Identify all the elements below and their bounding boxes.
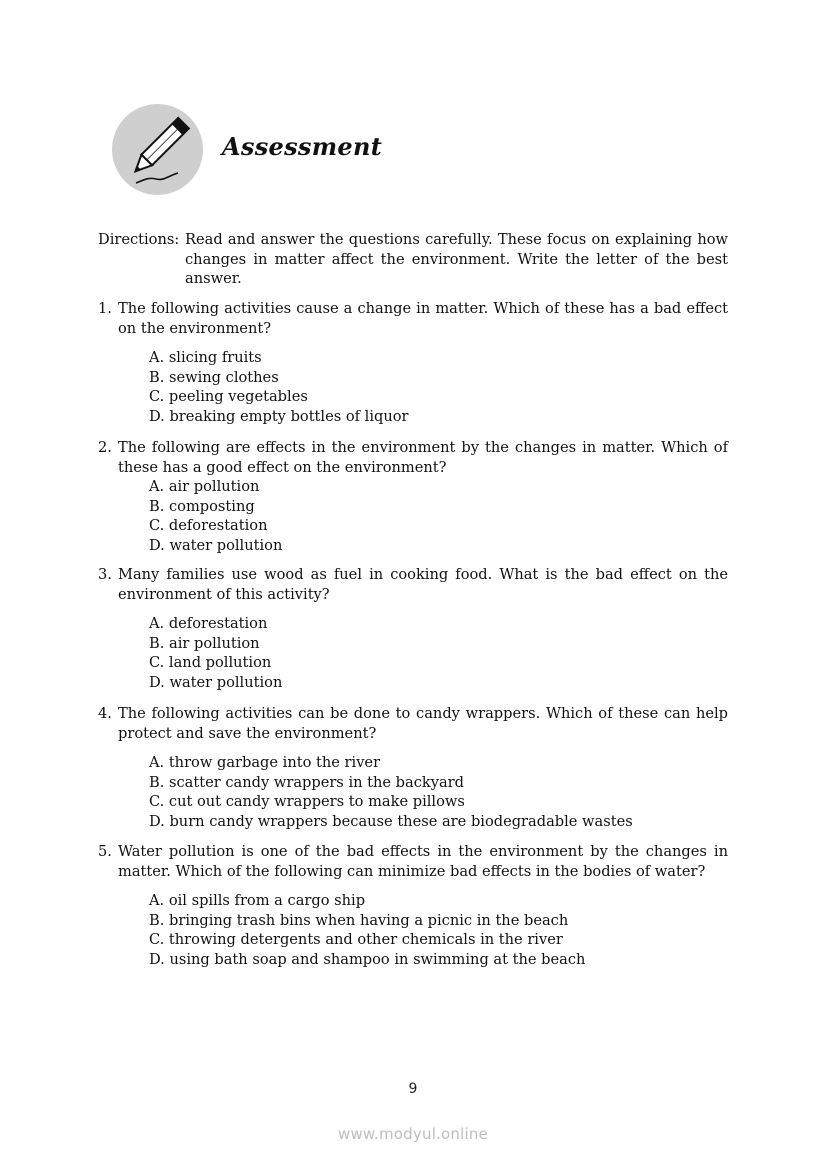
question-number: 4. [98, 705, 112, 722]
option-c: C. land pollution [149, 654, 272, 671]
question-number: 2. [98, 439, 112, 456]
page-number: 9 [408, 1081, 418, 1097]
option-a: A. air pollution [149, 478, 260, 495]
question-5 [98, 842, 728, 969]
option-a: A. slicing fruits [149, 349, 262, 366]
option-d: D. water pollution [149, 536, 283, 554]
option-b: B. bringing trash bins when having a picnic in the beach [149, 911, 569, 929]
option-a: A. oil spills from a cargo ship [149, 892, 366, 909]
option-c: C. throwing detergents and other chemicals in the river [149, 931, 563, 948]
option-a: A. deforestation [149, 615, 268, 632]
option-b: B. composting [149, 497, 255, 515]
directions-text: Read and answer the questions carefully. These focus on explaining how changes in matter affect the environment. Write the letter of the best answer. [185, 231, 728, 287]
question-number: 3. [98, 566, 112, 583]
option-d: D. using bath soap and shampoo in swimming at the beach [149, 950, 586, 968]
option-c: C. peeling vegetables [149, 388, 308, 405]
option-list [149, 348, 728, 426]
option-b: B. scatter candy wrappers in the backyard [149, 773, 465, 791]
option-c: C. deforestation [149, 517, 268, 534]
option-d: D. water pollution [149, 673, 283, 691]
page-title: Assessment [222, 132, 383, 161]
option-d: D. breaking empty bottles of liquor [149, 407, 409, 425]
question-number: 5. [98, 843, 112, 860]
option-d: D. burn candy wrappers because these are biodegradable wastes [149, 812, 633, 830]
question-text: The following activities cause a change in matter. Which of these has a bad effect on the environment? [118, 300, 728, 337]
question-number: 1. [98, 300, 112, 317]
question-3 [98, 565, 728, 692]
question-text: Water pollution is one of the bad effects in the environment by the changes in matter. Which of the following can minimize bad effects in the bodies of water? [118, 843, 728, 880]
question-text: The following activities can be done to candy wrappers. Which of these can help protect and save the environment? [118, 705, 728, 742]
option-list [149, 614, 728, 692]
question-text: Many families use wood as fuel in cooking food. What is the bad effect on the environment of this activity? [118, 566, 728, 603]
option-list [149, 891, 728, 969]
option-b: B. air pollution [149, 634, 260, 652]
watermark: www.modyul.online [338, 1125, 488, 1143]
option-a: A. throw garbage into the river [149, 754, 381, 771]
question-1 [98, 299, 728, 426]
option-b: B. sewing clothes [149, 368, 279, 386]
question-4 [98, 704, 728, 831]
option-c: C. cut out candy wrappers to make pillows [149, 793, 465, 810]
option-list [149, 477, 728, 555]
pencil-icon [112, 104, 203, 195]
directions [98, 230, 728, 289]
option-list [149, 753, 728, 831]
question-2 [98, 438, 728, 555]
question-text: The following are effects in the environment by the changes in matter. Which of these has a good effect on the environment? [118, 439, 728, 476]
directions-label: Directions: [98, 231, 180, 248]
